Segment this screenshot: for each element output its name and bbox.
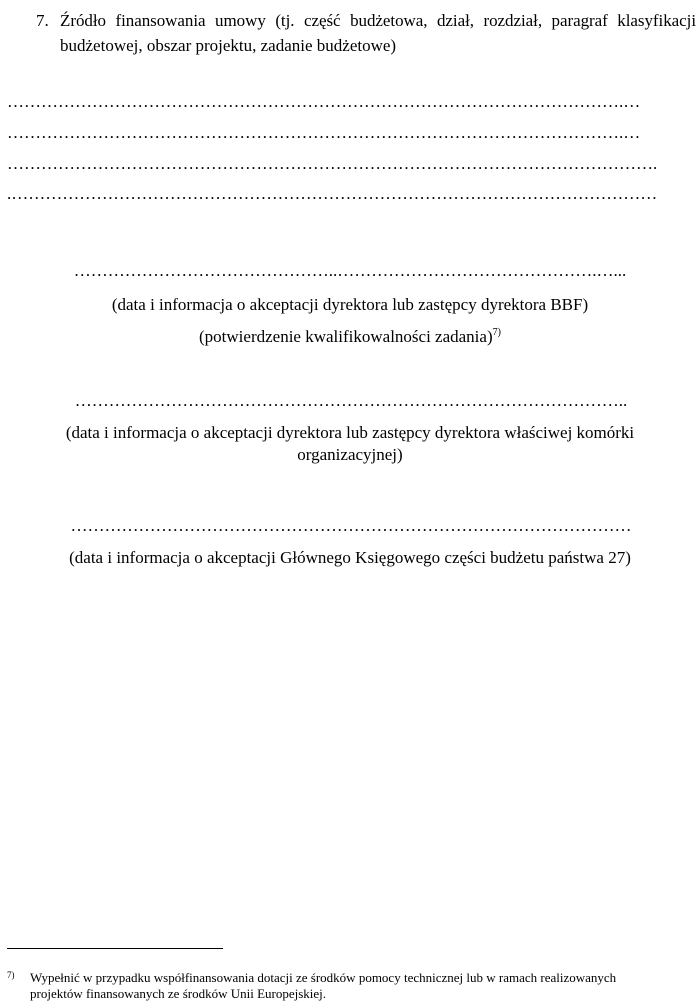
section-7: [36, 8, 696, 58]
footnote-text: [30, 970, 697, 1002]
signature-block-bbf: [0, 260, 700, 348]
footnote-line-2: projektów finansowanych ze środków Unii Europejskiej.: [30, 986, 327, 1001]
footnote-7: [7, 970, 697, 1002]
signature-dots: ………………………………………………………………………………………: [70, 516, 632, 535]
fill-line-4: .……………………………………………………………………………………………………: [7, 184, 658, 203]
section-heading-line-1: Źródło finansowania umowy (tj. część budżetowa, dział, rozdział, paragraf klasyfikacji: [60, 11, 696, 30]
footnote-separator: [7, 948, 223, 949]
fill-line-1: ……………………………………………………………………………………………….…: [7, 92, 641, 111]
footnote-mark: 7): [7, 970, 15, 980]
qualification-note: [0, 326, 700, 348]
fill-line-3: …………………………………………………………………………………………………….: [7, 154, 658, 173]
section-heading: [60, 8, 696, 58]
signature-dots: ……………………………………………………………………………………..: [74, 391, 628, 410]
section-heading-line-2: budżetowej, obszar projektu, zadanie budżetowe): [60, 36, 397, 55]
section-number: 7.: [36, 11, 49, 30]
signature-block-department: [0, 390, 700, 466]
footnote-reference: 7): [492, 327, 501, 338]
signature-dots: ………………………………………..……………………………………….…...: [73, 261, 627, 280]
signature-caption: (data i informacja o akceptacji dyrektora lub zastępcy dyrektora BBF): [111, 295, 589, 314]
signature-caption: (data i informacja o akceptacji Głównego Księgowego części budżetu państwa 27): [69, 548, 631, 567]
fill-line-2: ……………………………………………………………………………………………….…: [7, 123, 641, 142]
qualification-note-text: (potwierdzenie kwalifikowalności zadania): [199, 327, 493, 346]
signature-caption-line-1: (data i informacja o akceptacji dyrektora lub zastępcy dyrektora właściwej komórki: [65, 423, 635, 442]
footnote-line-1: Wypełnić w przypadku współfinansowania dotacji ze środków pomocy technicznej lub w ramach realizowanych: [30, 970, 617, 985]
signature-block-chief-accountant: [0, 515, 700, 569]
signature-caption-line-2: organizacyjnej): [297, 445, 403, 464]
